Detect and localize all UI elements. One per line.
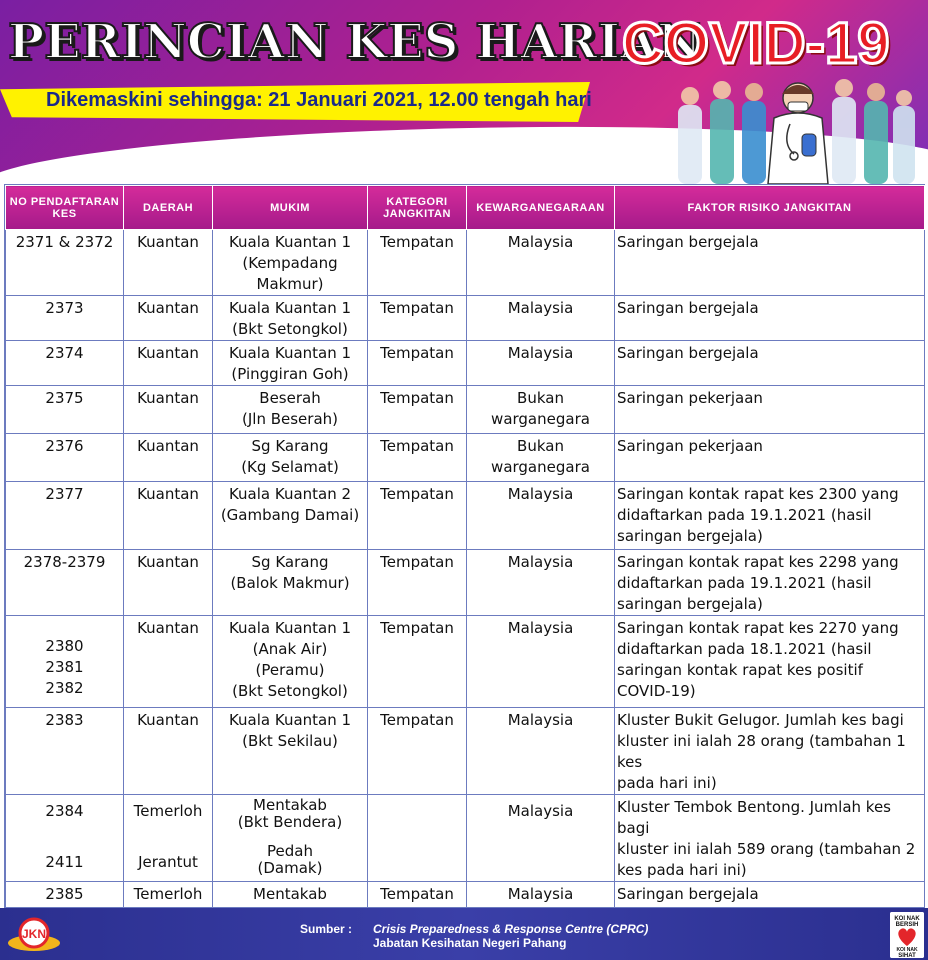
koi-line: SIHAT xyxy=(898,953,916,958)
col-faktor-risiko: FAKTOR RISIKO JANGKITAN xyxy=(615,186,925,230)
mukim-line: (Pinggiran Goh) xyxy=(231,365,349,383)
faktor-line: Saringan kontak rapat kes 2300 yang xyxy=(617,485,899,503)
col-mukim: MUKIM xyxy=(213,186,368,230)
cell-no xyxy=(6,795,124,882)
page-footer xyxy=(0,908,928,960)
mukim-line: Mentakab xyxy=(253,796,327,814)
mukim-line: Makmur) xyxy=(256,275,324,293)
faktor-line: Kluster Tembok Bentong. Jumlah kes bagi xyxy=(617,798,891,837)
cell-mukim xyxy=(213,550,368,616)
cell-warga: Malaysia xyxy=(467,230,615,296)
cell-kategori: Tempatan xyxy=(368,434,467,482)
cell-warga: Malaysia xyxy=(467,482,615,550)
cell-daerah: Temerloh xyxy=(124,882,213,930)
cell-faktor: Saringan pekerjaan xyxy=(615,434,925,482)
source-line-1: Crisis Preparedness & Response Centre (CPRC) xyxy=(373,922,649,936)
no-line: 2381 xyxy=(45,658,84,676)
cell-warga: Malaysia xyxy=(467,341,615,386)
cell-daerah: Kuantan xyxy=(124,230,213,296)
faktor-line: Saringan kontak rapat kes 2270 yang xyxy=(617,619,899,637)
mukim-line: (Bkt Setongkol) xyxy=(232,320,348,338)
cell-warga xyxy=(467,386,615,434)
update-text: Dikemaskini sehingga: 21 Januari 2021, 12.00 tengah hari xyxy=(46,89,592,111)
daerah-line: Jerantut xyxy=(138,853,198,871)
col-daerah: DAERAH xyxy=(124,186,213,230)
faktor-line: kluster ini ialah 589 orang (tambahan 2 xyxy=(617,840,916,858)
col-kategori: KATEGORI JANGKITAN xyxy=(368,186,467,230)
faktor-line: Saringan kontak rapat kes 2298 yang xyxy=(617,553,899,571)
table-header-row xyxy=(6,186,925,230)
cell-faktor xyxy=(615,616,925,708)
cell-kategori: Tempatan xyxy=(368,482,467,550)
cell-kategori: Tempatan xyxy=(368,230,467,296)
cell-mukim xyxy=(213,482,368,550)
mukim-line: Kuala Kuantan 2 xyxy=(228,485,352,503)
cell-kategori: Tempatan xyxy=(368,296,467,341)
source-text xyxy=(373,922,648,950)
koi-line: KOI NAK xyxy=(894,916,920,922)
cell-faktor xyxy=(615,795,925,882)
warga-line: warganegara xyxy=(491,410,590,428)
koi-nak-sihat-logo xyxy=(890,912,924,958)
cell-no: 2375 xyxy=(6,386,124,434)
table-row xyxy=(6,230,925,296)
cell-warga: Malaysia xyxy=(467,708,615,795)
faktor-line: kes pada hari ini) xyxy=(617,861,747,879)
mukim-line: (Balok Makmur) xyxy=(230,574,350,592)
cell-warga: Malaysia xyxy=(467,795,615,882)
cell-faktor: Saringan bergejala xyxy=(615,296,925,341)
cell-no xyxy=(6,616,124,708)
cell-daerah: Kuantan xyxy=(124,616,213,708)
warga-line: warganegara xyxy=(491,458,590,476)
mukim-line: (Kg Selamat) xyxy=(241,458,339,476)
cell-no: 2371 & 2372 xyxy=(6,230,124,296)
jkn-logo xyxy=(6,915,62,955)
mukim-line: (Gambang Damai) xyxy=(220,506,360,524)
covid-title: COVID-19 xyxy=(622,11,890,76)
table-row xyxy=(6,708,925,795)
warga-line: Bukan xyxy=(517,389,564,407)
mukim-line: Kuala Kuantan 1 xyxy=(228,711,352,729)
mukim-line: (Jln Beserah) xyxy=(242,410,338,428)
cell-daerah: Kuantan xyxy=(124,386,213,434)
mukim-line: Kuala Kuantan 1 xyxy=(228,619,352,637)
mukim-line: Sg Karang xyxy=(251,437,329,455)
mukim-line: (Bkt Bendera) xyxy=(237,813,343,831)
cell-daerah: Kuantan xyxy=(124,550,213,616)
mukim-line: (Anak Air) xyxy=(252,640,328,658)
cell-warga xyxy=(467,434,615,482)
cell-kategori: Tempatan xyxy=(368,341,467,386)
table-row xyxy=(6,434,925,482)
mukim-line: Kuala Kuantan 1 xyxy=(228,344,352,362)
cell-faktor: Saringan bergejala xyxy=(615,341,925,386)
cell-no: 2377 xyxy=(6,482,124,550)
cell-faktor: Saringan bergejala xyxy=(615,230,925,296)
cell-spacer xyxy=(127,822,209,852)
col-kewarganegaraan: KEWARGANEGARAAN xyxy=(467,186,615,230)
cell-spacer xyxy=(9,618,120,636)
cell-kategori: Tempatan xyxy=(368,386,467,434)
faktor-line: saringan bergejala) xyxy=(617,595,763,613)
page-header xyxy=(0,0,928,184)
koi-line: KOI NAK xyxy=(896,947,918,953)
faktor-line: COVID-19) xyxy=(617,682,696,700)
koi-line: BERSIH xyxy=(895,922,919,928)
mukim-line: (Peramu) xyxy=(255,661,325,679)
cell-no: 2385 xyxy=(6,882,124,930)
faktor-line: didaftarkan pada 19.1.2021 (hasil xyxy=(617,574,872,592)
mukim-line: Pedah xyxy=(267,842,313,860)
mukim-line: (Bkt Setongkol) xyxy=(232,682,348,700)
cell-spacer xyxy=(9,822,120,852)
mukim-line: (Kempadang xyxy=(242,254,338,272)
mukim-line: Kuala Kuantan 1 xyxy=(228,233,352,251)
health-workers-illustration xyxy=(662,74,922,184)
cell-mukim xyxy=(213,296,368,341)
cell-warga: Malaysia xyxy=(467,882,615,930)
faktor-line: Kluster Bukit Gelugor. Jumlah kes bagi xyxy=(617,711,904,729)
cell-no: 2383 xyxy=(6,708,124,795)
cell-mukim xyxy=(213,434,368,482)
cell-mukim xyxy=(213,795,368,882)
table-row xyxy=(6,795,925,882)
mukim-line: Kuala Kuantan 1 xyxy=(228,299,352,317)
cell-no: 2374 xyxy=(6,341,124,386)
faktor-line: saringan bergejala) xyxy=(617,527,763,545)
cell-mukim xyxy=(213,616,368,708)
no-line: 2380 xyxy=(45,637,84,655)
cell-faktor xyxy=(615,482,925,550)
cell-faktor xyxy=(615,708,925,795)
cell-daerah: Kuantan xyxy=(124,708,213,795)
cell-kategori: Tempatan xyxy=(368,882,467,930)
cell-daerah: Kuantan xyxy=(124,434,213,482)
table-row xyxy=(6,482,925,550)
cell-kategori: Tempatan xyxy=(368,708,467,795)
table-row xyxy=(6,616,925,708)
cell-kategori xyxy=(368,795,467,882)
mukim-line: Mentakab xyxy=(253,885,327,903)
cell-mukim xyxy=(213,230,368,296)
cell-kategori: Tempatan xyxy=(368,550,467,616)
cell-faktor: Saringan bergejala xyxy=(615,882,925,930)
source-line-2: Jabatan Kesihatan Negeri Pahang xyxy=(373,936,567,950)
mukim-line: Sg Karang xyxy=(251,553,329,571)
cell-daerah xyxy=(124,795,213,882)
source-label: Sumber : xyxy=(300,922,353,936)
faktor-line: pada hari ini) xyxy=(617,774,717,792)
faktor-line: didaftarkan pada 19.1.2021 (hasil xyxy=(617,506,872,524)
faktor-line: saringan kontak rapat kes positif xyxy=(617,661,863,679)
faktor-line: kluster ini ialah 28 orang (tambahan 1 kes xyxy=(617,732,906,771)
no-line: 2382 xyxy=(45,679,84,697)
mukim-line: (Bkt Sekilau) xyxy=(242,732,338,750)
cell-kategori: Tempatan xyxy=(368,616,467,708)
page-title: PERINCIAN KES HARIAN xyxy=(8,14,702,70)
cell-daerah: Kuantan xyxy=(124,296,213,341)
cell-warga: Malaysia xyxy=(467,296,615,341)
table-row xyxy=(6,296,925,341)
faktor-line: didaftarkan pada 18.1.2021 (hasil xyxy=(617,640,872,658)
cell-warga: Malaysia xyxy=(467,616,615,708)
table-row xyxy=(6,550,925,616)
no-line: 2384 xyxy=(45,802,84,820)
cell-mukim xyxy=(213,386,368,434)
jkn-logo-text: JKN xyxy=(21,927,47,941)
cases-table xyxy=(5,185,925,930)
cell-daerah: Kuantan xyxy=(124,482,213,550)
no-line: 2411 xyxy=(45,853,84,871)
warga-line: Bukan xyxy=(517,437,564,455)
table-row xyxy=(6,386,925,434)
daerah-line: Temerloh xyxy=(133,802,203,820)
col-no-pendaftaran: NO PENDAFTARAN KES xyxy=(6,186,124,230)
cell-mukim xyxy=(213,341,368,386)
mukim-line: (Damak) xyxy=(257,859,323,877)
table-row xyxy=(6,341,925,386)
cell-mukim xyxy=(213,708,368,795)
cell-warga: Malaysia xyxy=(467,550,615,616)
cases-table-container xyxy=(4,184,925,908)
cell-no: 2378-2379 xyxy=(6,550,124,616)
cell-no: 2376 xyxy=(6,434,124,482)
cell-faktor: Saringan pekerjaan xyxy=(615,386,925,434)
cell-faktor xyxy=(615,550,925,616)
cell-no: 2373 xyxy=(6,296,124,341)
mukim-line: Beserah xyxy=(259,389,321,407)
cell-daerah: Kuantan xyxy=(124,341,213,386)
